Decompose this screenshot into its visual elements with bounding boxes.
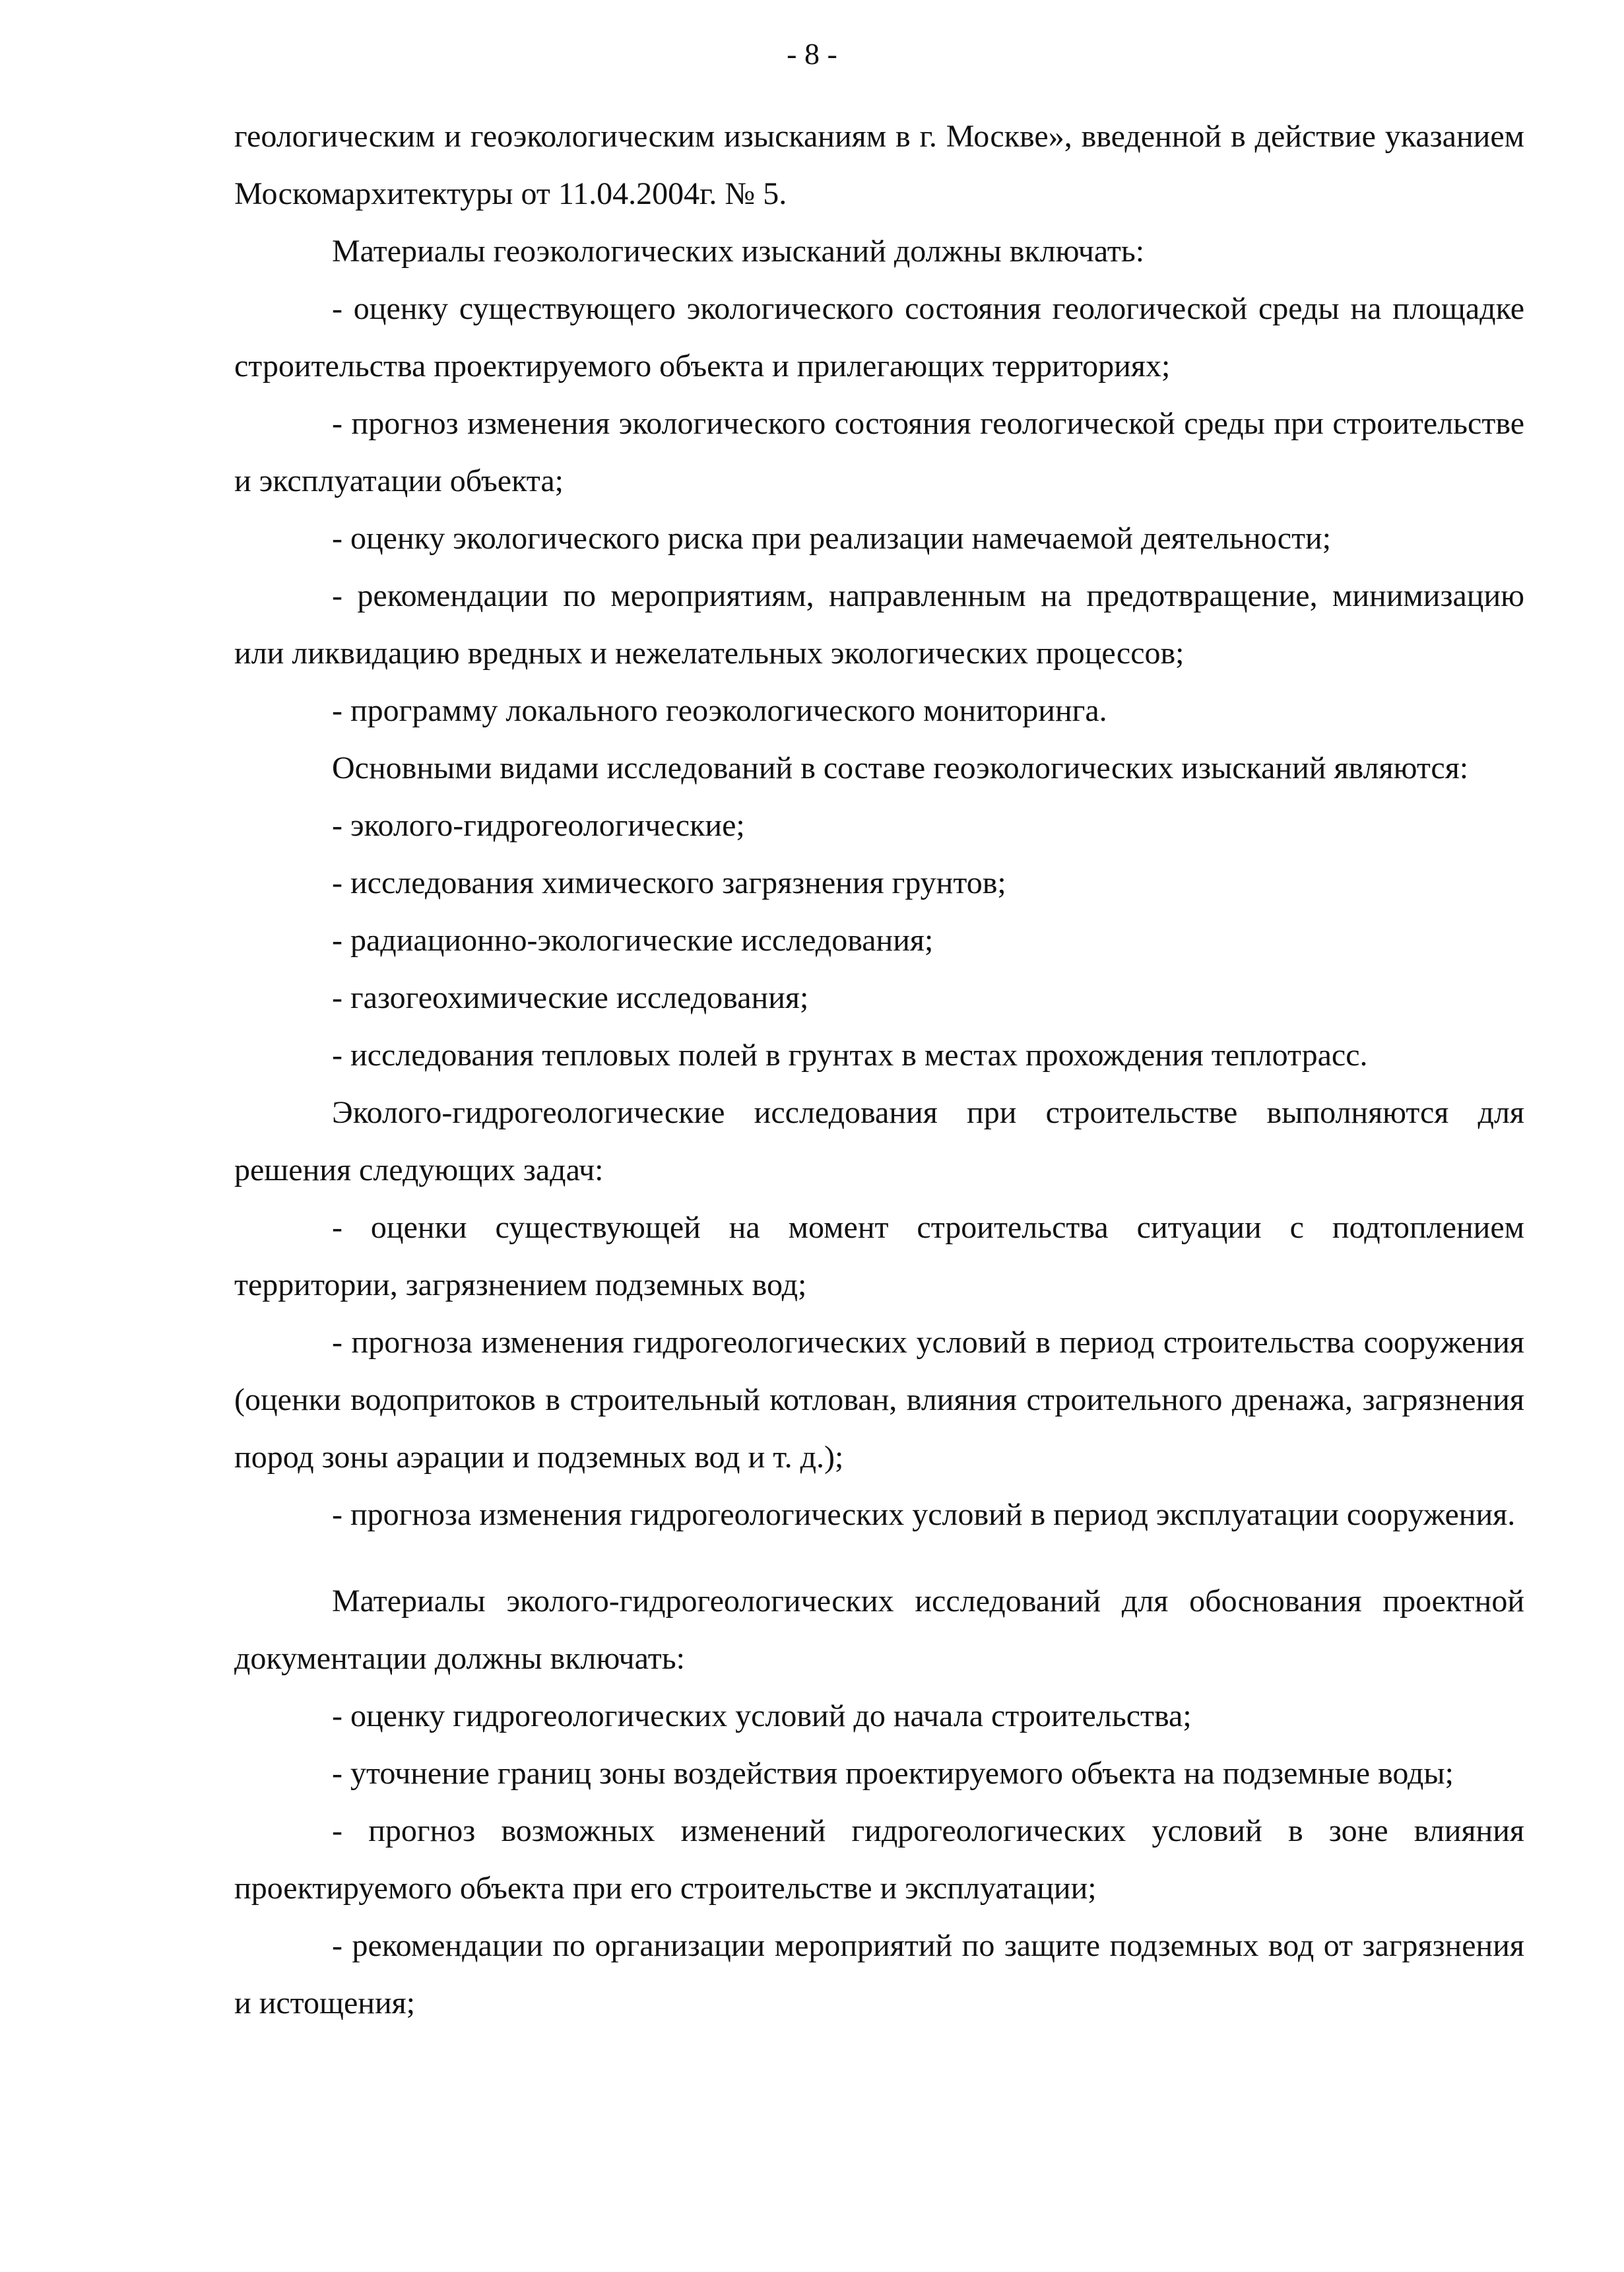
list-item: - прогноза изменения гидрогеологических условий в период эксплуатации сооружения. (332, 1497, 1516, 1532)
list-item: - оценку экологического риска при реализации намечаемой деятельности; (332, 521, 1332, 556)
list-item: - программу локального геоэкологического мониторинга. (332, 693, 1107, 728)
list-item: - исследования тепловых полей в грунтах в местах прохождения теплотрасс. (332, 1038, 1368, 1073)
paragraph: Материалы эколого-гидрогеологических исследований для обоснования проектной документации должны включать: (234, 1584, 1524, 1676)
list-item: - исследования химического загрязнения грунтов; (332, 865, 1006, 900)
list-item: - прогноза изменения гидрогеологических условий в период строительства сооружения (оценки водопритоков в строительный котлован, влияния строительного дренажа, загрязнения пород зоны аэрации и подземных вод и т. д.); (234, 1325, 1524, 1475)
list-item: - оценки существующей на момент строительства ситуации с подтоплением территории, загрязнением подземных вод; (234, 1210, 1524, 1302)
paragraph: Основными видами исследований в составе геоэкологических изысканий являются: (332, 751, 1469, 785)
list-item: - эколого-гидрогеологические; (332, 808, 745, 843)
paragraph: геологическим и геоэкологическим изысканиям в г. Москве», введенной в действие указанием Москомархитектуры от 11.04.2004г. № 5. (234, 119, 1524, 211)
paragraph: Материалы геоэкологических изысканий должны включать: (332, 234, 1145, 269)
paragraph: Эколого-гидрогеологические исследования при строительстве выполняются для решения следующих задач: (234, 1095, 1524, 1187)
list-item: - рекомендации по мероприятиям, направленным на предотвращение, минимизацию или ликвидацию вредных и нежелательных экологических процессов; (234, 578, 1524, 671)
list-item: - прогноз изменения экологического состояния геологической среды при строительстве и эксплуатации объекта; (234, 406, 1524, 498)
list-item: - прогноз возможных изменений гидрогеологических условий в зоне влияния проектируемого объекта при его строительстве и эксплуатации; (234, 1813, 1524, 1906)
list-item: - радиационно-экологические исследования; (332, 923, 934, 958)
list-item: - оценку существующего экологического состояния геологической среды на площадке строительства проектируемого объекта и прилегающих территориях; (234, 291, 1524, 384)
document-body (234, 108, 1524, 2032)
list-item: - оценку гидрогеологических условий до начала строительства; (332, 1698, 1192, 1733)
list-item: - уточнение границ зоны воздействия проектируемого объекта на подземные воды; (332, 1756, 1454, 1791)
list-item: - рекомендации по организации мероприятий по защите подземных вод от загрязнения и истощения; (234, 1928, 1524, 2021)
page-number: - 8 - (787, 37, 837, 71)
list-item: - газогеохимические исследования; (332, 980, 809, 1015)
